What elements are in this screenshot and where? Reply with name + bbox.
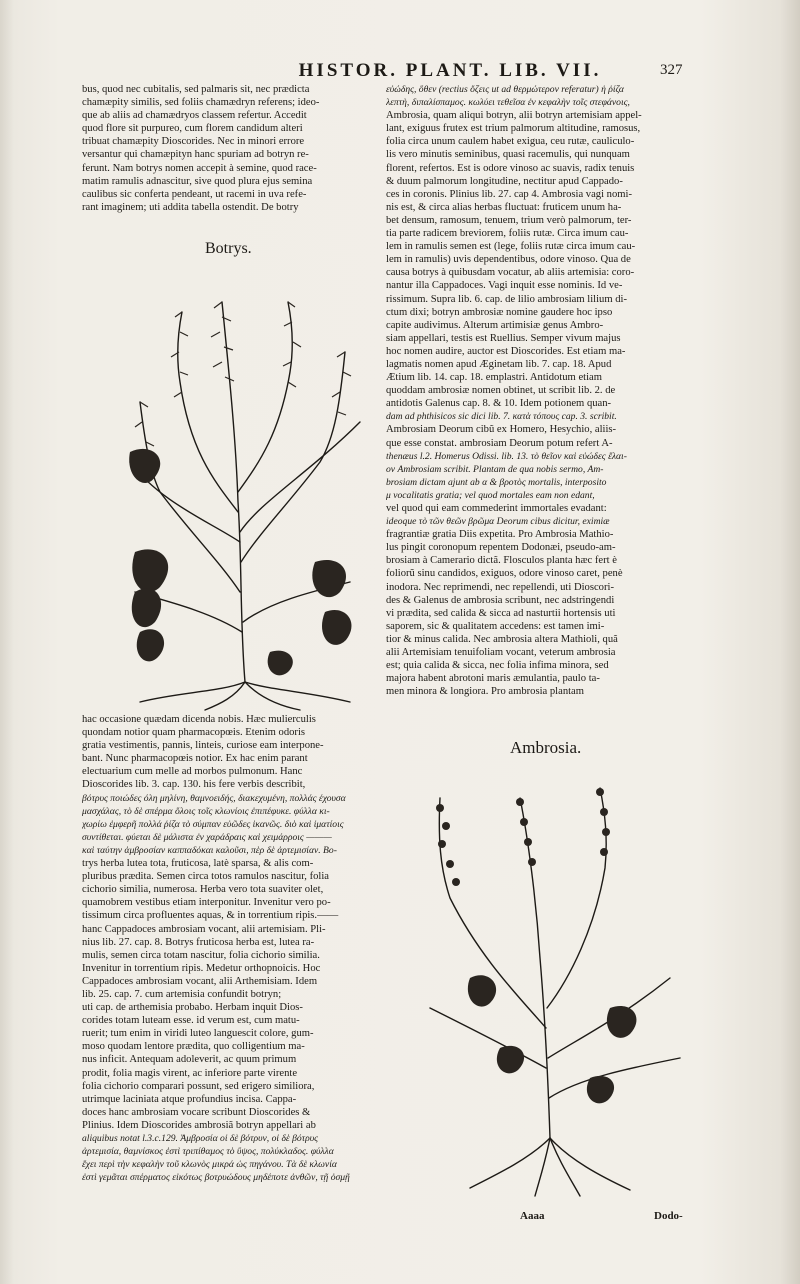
text-line: quamobrem vestibus etiam interponitur. Invenitur vero po- (82, 897, 331, 909)
text-line: inodora. Nec reprimendi, nec repellendi, uti Dioscori- (386, 581, 614, 593)
text-line: saporem, sic & qualitatem accedens: est tamen imi- (386, 620, 605, 632)
text-line: rant imaginem; uti addita tabella ostendit. De botry (82, 201, 299, 213)
text-line: moso quodam lentore prædita, quo colligentium ma- (82, 1041, 305, 1053)
text-line: tribuat chamæpity Dioscorides. Nec in minori errore (82, 136, 305, 148)
text-line: vel quod qui eam commederint immortales evadant: (386, 503, 607, 514)
text-line: ruerit; tum enim in viridi luteo languescit colore, gum- (82, 1028, 314, 1040)
text-line: caulibus sic conferta pendeant, ut racemi in uva refe- (82, 188, 307, 200)
text-line: doces hanc ambrosiam vocare scribunt Dioscorides & (82, 1106, 311, 1118)
text-line: nius lib. 27. cap. 8. Botrys fruticosa herba est, lutea ra- (82, 936, 315, 948)
text-line: electuarium cum melle ad morbos pulmonum. Hanc (82, 766, 303, 778)
text-line: florent, refertos. Est is odore vinoso ac suavis, radix tenuis (386, 162, 635, 174)
text-line: trys herba lutea tota, fruticosa, latè sparsa, & alis com- (82, 858, 314, 870)
text-line: ον Ambrosiam scribit. Plantam de qua nobis sermo, Am- (386, 463, 604, 475)
text-line: Invenitur in torrentium ripis. Medetur orthopnoicis. Hoc (82, 962, 321, 974)
ambrosia-caption: Ambrosia. (510, 738, 582, 757)
text-line: tia parte radicem breviorem, foliis rutæ. Circa imum cau- (386, 228, 629, 240)
text-line: quoddam ambrosiæ nomen obtinet, ut scribit lib. 2. de (386, 385, 616, 397)
text-line: causa botrys à quibusdam vocatur, ab aliis artemisia: coro- (386, 267, 635, 279)
signature-mark: Aaaa (520, 1210, 545, 1222)
text-line: mulis, semen circa totam nascitur, folia cichorio similia. (82, 949, 320, 961)
text-line: ἐστὶ γεμᾶται σπέρματος εἰκότως βοτρυώδους μηδέποτε ἀνθῶν, τῇ ὀσμῇ (82, 1172, 350, 1184)
botrys-woodcut-illustration (110, 262, 380, 712)
text-line: μ vocalitatis gratia; vel quod mortales eam non edant, (386, 489, 595, 501)
text-line: εὐώδης, ὅθεν (rectius ὄζεις ut ad θερμώτερον referatur) ἡ ῥίζα (386, 84, 624, 95)
text-line: cichorio similia, numerosa. Herba vero tota suaviter olet, (82, 884, 324, 896)
left-column-bottom-text (82, 713, 382, 1184)
text-line: corides totam luteam esse. id verum est, cum matu- (82, 1015, 300, 1027)
page-number: 327 (660, 62, 683, 78)
text-line: siam appellari, testis est Ruellius. Semper vivum majus (386, 332, 621, 344)
text-line: brosiam dictam ajunt ab α & βροτὸς mortalis, interposito (386, 476, 607, 488)
text-line: que ab aliis ad chamædryos classem refertur. Accedit (82, 110, 307, 122)
text-line: bet densum, ramosum, tenuem, trium verò palmorum, ter- (386, 214, 632, 226)
text-line: uti cap. de arthemisia probabo. Herbam inquit Dios- (82, 1002, 303, 1014)
text-line: est; quia calida & sicca, nec folia infima minora, sed (386, 660, 609, 672)
text-line: nantur illa Cappadoces. Vagi inquit esse nominis. Id ve- (386, 280, 623, 292)
text-line: χωρίω ἐμφερῆ πολλά ῥίζα τὸ σύμπαν εὐῶδες ἱκανῶς. διὸ καὶ ἱματίοις (82, 818, 344, 830)
text-line: hanc Cappadoces ambrosiam vocant, alii artemisiam. Pli- (82, 923, 326, 935)
text-line: lus pingit coronopum repentem Dodonæi, pseudo-am- (386, 542, 616, 554)
text-line: bant. Nunc pharmacopœis notior. Ex hac enim parant (82, 753, 308, 765)
text-line: lant, exiguus frutex est trium palmorum altitudine, ramosus, (386, 123, 641, 135)
text-line: μασχάλας, τὸ δὲ σπέρμα ὅλοις τοῖς κλωνίοις ἐπιπέφυκε. φύλλα κι- (82, 805, 330, 817)
text-line: ferunt. Nam botrys nomen accepit à semine, quod race- (82, 162, 317, 174)
text-line: lis vero minutis seminibus, quasi racemulis, qui nunquam (386, 149, 630, 161)
text-line: Ambrosia, quam aliqui botryn, alii botryn artemisiam appel- (386, 110, 642, 122)
text-line: versantur qui chamæpityn hanc spuriam ad botryn re- (82, 149, 309, 161)
text-line: Ambrosiam Deorum cibũ ex Homero, Hesychio, aliis- (386, 424, 617, 436)
running-title: HISTOR. PLANT. LIB. VII. (298, 60, 602, 81)
text-line: aliquibus notat l.3.c.129. Ἀμβροσία οἱ δὲ βότρυν, οἱ δὲ βότρυς (82, 1133, 319, 1144)
text-line: gratia vestimentis, pannis, linteis, curiose eam interpone- (82, 740, 324, 752)
text-line: nus inficit. Antequam adoleverit, ac quum primum (82, 1054, 297, 1066)
text-line: συντίθεται. φύεται δὲ μάλιστα ἐν χαράδραις καὶ χειμάρροις ——— (82, 831, 332, 843)
text-line: & duum palmorum longitudine, nectitur apud Cappado- (386, 175, 623, 187)
text-line: antidotis Galenus cap. 8. & 10. Idem potionem quan- (386, 398, 612, 410)
text-line: ideoque τὸ τῶν θεῶν βρῶμα Deorum cibus dicitur, eximiæ (386, 516, 610, 528)
text-line: brosiam à Camerario dictã. Flosculos planta hæc fert è (386, 555, 617, 567)
botrys-caption: Botrys. (205, 240, 252, 257)
text-line: prodit, folia magis virent, ac inferiore parte virente (82, 1067, 298, 1079)
text-line: Plinius. Idem Dioscorides ambrosiã botryn appellari ab (82, 1119, 316, 1131)
text-line: ces in coronis. Plinius lib. 27. cap 4. Ambrosia vagi nomi- (386, 188, 632, 200)
text-line: lem in ramulis semen est (lege, foliis rutæ circa imum cau- (386, 241, 636, 253)
text-line: hac occasione quædam dicenda nobis. Hæc mulierculis (82, 714, 316, 725)
text-line: bus, quod nec cubitalis, sed palmaris sit, nec prædicta (82, 84, 310, 95)
text-line: Cappadoces ambrosiam vocant, alii Arthemisiam. Idem (82, 975, 318, 987)
text-line: vi prædita, sed calida & sicca ad nasturtii hortensis uti (386, 607, 616, 619)
text-line: nis est, & circa alias herbas fluctuat: fruticem unum ha- (386, 201, 622, 213)
text-line: matim ramulis adnascitur, sive quod plura ejus semina (82, 175, 313, 187)
text-line: βότρυς ποιώδες όλη μηλίνη, θαμνοειδής, διακεχυμένη, πολλάς έχουσα (82, 792, 346, 804)
text-line: ctum dixi; botryn ambrosiæ nomine gaudere hoc ipso (386, 306, 613, 318)
text-line: ἔχει περὶ τὴν κεφαλὴν τοῦ κλωνὸς μικρά ὡς πηγάνου. Τὰ δὲ κλωνία (82, 1159, 337, 1171)
text-line: tissimum circa profluentes aquas, & in torrentium ripis.—— (82, 910, 339, 922)
text-line: Dioscorides lib. 3. cap. 130. his fere verbis describit, (82, 779, 306, 791)
text-line: majora habent abrotoni maris æmulantia, paulo ta- (386, 673, 600, 685)
text-line: fragrantiæ gratia Diis expetita. Pro Ambrosia Mathio- (386, 529, 614, 541)
text-line: que esse constat. ambrosiam Deorum potum refert A- (386, 437, 613, 449)
text-line: thenæus l.2. Homerus Odissi. lib. 13. τὸ θεῖον καὶ εὐώδες ἔλαι- (386, 450, 627, 462)
text-line: foliorũ sinu candidos, exiguos, odore vinoso caret, penè (386, 568, 623, 580)
text-line: capite audivimus. Alterum artimisiæ genus Ambro- (386, 319, 604, 331)
text-line: folia cichorio comparari possunt, sed erigero similiora, (82, 1080, 315, 1092)
text-line: ἀρτεμισία, θαμνίσκος ἐστὶ τριπίθαμος τὸ ὕψος, πολύκλαδος. φύλλα (82, 1146, 334, 1158)
text-line: tior & minus calida. Nec ambrosia altera Mathioli, quã (386, 633, 618, 645)
text-line: quod flore sit purpureo, cum florem candidum alteri (82, 123, 303, 135)
text-line: rissimum. Supra lib. 6. cap. de lilio ambrosiam lilium di- (386, 293, 627, 305)
text-line: λεπτὴ, διπαλίσπαμος. κωλύει τεθεῖσα ἐν κεφαλὴν τοῖς στεφάνοις, (386, 97, 630, 109)
text-line: chamæpity similis, sed foliis chamædryn referens; ideo- (82, 97, 320, 109)
left-column-top-text (82, 83, 382, 214)
text-line: Ætium lib. 14. cap. 18. emplastri. Antidotum etiam (386, 372, 602, 384)
right-column-text (386, 83, 701, 698)
text-line: dam ad phthisicos sic dici lib. 7. κατὰ τόπους cap. 3. scribit. (386, 411, 617, 423)
text-line: des & Galenus de ambrosia scribunt, nec adstringendi (386, 594, 615, 606)
text-line: hoc nomen audire, auctor est Dioscorides. Est etiam ma- (386, 345, 626, 357)
text-line: folia circa unum caulem habet exigua, ceu rutæ, cauliculo- (386, 136, 635, 148)
catchword: Dodo- (654, 1210, 683, 1222)
text-line: lagmatis nomen apud Æginetam lib. 7. cap. 18. Apud (386, 358, 612, 370)
ambrosia-woodcut-illustration (410, 778, 700, 1198)
text-line: men minora & longiora. Pro ambrosia plantam (386, 686, 585, 698)
text-line: alii Artemisiam tenuifoliam vocant, veterum ambrosia (386, 647, 616, 659)
text-line: lem in ramulis) uvis dependentibus, odore vinoso. Qua de (386, 254, 631, 266)
text-line: quondam notior quam pharmacopœis. Etenim odoris (82, 727, 306, 739)
text-line: pluribus prædita. Semen circa totos ramulos nascitur, folia (82, 871, 330, 883)
text-line: καὶ ταύτην ἀμβροσίαν καππαδόκαι καλοῦσι, πὲρ δὲ ἀρτεμισίαν. Bo- (82, 844, 337, 856)
text-line: lib. 25. cap. 7. cum artemisia confundit botryn; (82, 988, 282, 1000)
text-line: utrimque laciniata atque profundius incisa. Cappa- (82, 1093, 297, 1105)
